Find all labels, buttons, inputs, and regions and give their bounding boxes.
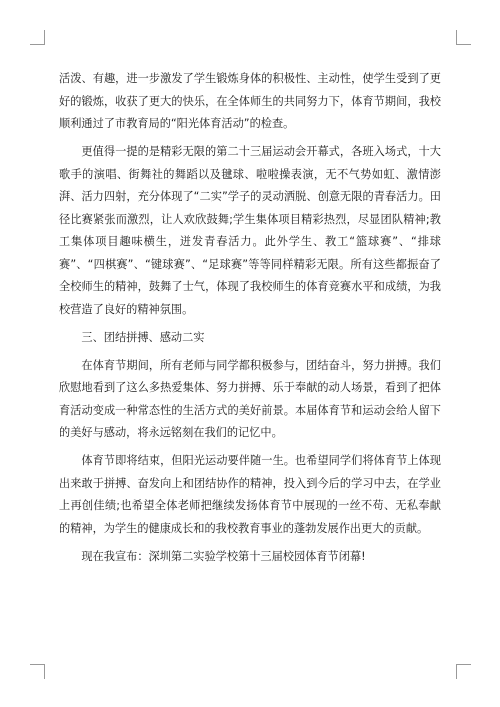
- crop-mark-bottom-left: [30, 664, 45, 679]
- paragraph-teamwork: 在体育节期间，所有老师与同学都积极参与，团结奋斗，努力拼搏。我们欣慰地看到了这么多热爱集体、努力拼搏、乐于奉献的动人场景，看到了把体育活动变成一种常态性的生活方式的美好前景。本届体育节和运动会给人留下的美好与感动，将永远铭刻在我们的记忆中。: [59, 358, 441, 439]
- paragraph-continuation: 活泼、有趣，进一步激发了学生锻炼身体的积极性、主动性，使学生受到了更好的锻炼，收获了更大的快乐，在全体师生的共同努力下，体育节期间，我校顺利通过了市教育局的“阳光体育活动”的检查。: [59, 72, 441, 130]
- crop-mark-top-right: [456, 30, 471, 45]
- paragraph-closing-hopes: 体育节即将结束，但阳光运动要伴随一生。也希望同学们将体育节上体现出来敢于拼搏、奋发向上和团结协作的精神，投入到今后的学习中去，在学业上再创佳绩;也希望全体老师把继续发扬体育节中展现的一丝不苟、无私奉献的精神，为学生的健康成长和的我校教育事业的蓬勃发展作出更大的贡献。: [59, 454, 441, 535]
- document-body: [59, 68, 441, 568]
- crop-mark-top-left: [30, 30, 45, 45]
- crop-mark-bottom-right: [456, 664, 471, 679]
- paragraph-announcement: 现在我宣布：深圳第二实验学校第十三届校园体育节闭幕!: [81, 549, 366, 563]
- section-heading: 三、团结拼搏、感动二实: [81, 330, 205, 344]
- paragraph-opening-ceremony: 更值得一提的是精彩无限的第二十三届运动会开幕式，各班入场式，十大歌手的演唱、街舞社的舞蹈以及毽球、啦啦操表演，无不气势如虹、激情澎湃、活力四射，充分体现了“二实”学子的灵动洒脱、创意无限的青春活力。田径比赛紧张而激烈，让人欢欣鼓舞;学生集体项目精彩热烈，尽显团队精神;教工集体项目趣味横生，迸发青春活力。此外学生、教工“篮球赛”、“排球赛”、“四棋赛”、“键球赛”、“足球赛”等等同样精彩无限。所有这些都振奋了全校师生的精神，鼓舞了士气，体现了我校师生的体育竞赛水平和成绩，为我校营造了良好的精神氛围。: [59, 145, 441, 316]
